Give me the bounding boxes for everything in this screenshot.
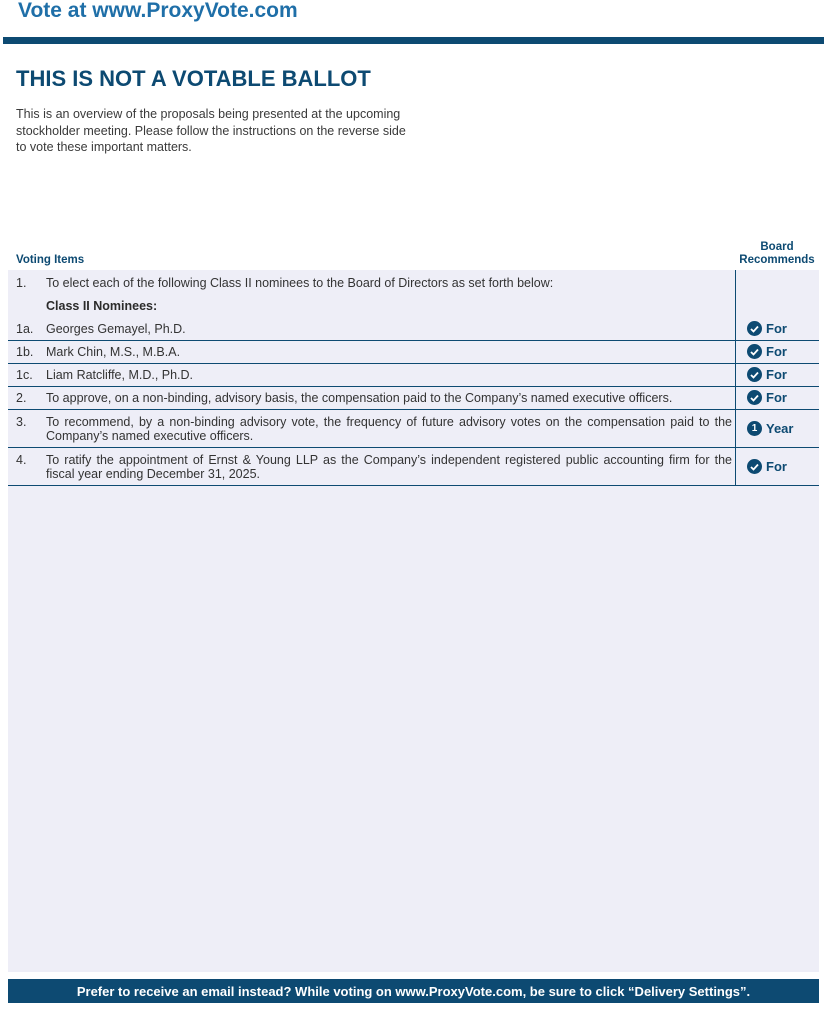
item-text: To approve, on a non-binding, advisory basis, the compensation paid to the Company’s named executive officers. bbox=[46, 391, 673, 405]
recommendation bbox=[747, 367, 787, 382]
item-2-row bbox=[8, 387, 819, 410]
item-1a-row bbox=[8, 319, 819, 341]
ballot-title: THIS IS NOT A VOTABLE BALLOT bbox=[16, 66, 371, 91]
item-number: 2. bbox=[16, 391, 27, 405]
footer-banner: Prefer to receive an email instead? While voting on www.ProxyVote.com, be sure to click “Delivery Settings”. bbox=[8, 979, 819, 1003]
item-text: To ratify the appointment of Ernst & Young LLP as the Company’s independent registered public accounting firm for the fiscal year ending December 31, 2025. bbox=[46, 453, 732, 481]
item-number: 1. bbox=[16, 276, 27, 290]
item-4-row bbox=[8, 448, 819, 486]
recommendation-label: For bbox=[766, 321, 787, 336]
item-3-row bbox=[8, 410, 819, 448]
recommendation bbox=[747, 344, 787, 359]
item-1-row bbox=[8, 270, 819, 319]
board-heading-line2: Recommends bbox=[739, 254, 815, 266]
recommendation bbox=[747, 390, 787, 405]
check-circle-icon bbox=[747, 321, 762, 336]
board-recommends-heading bbox=[736, 241, 818, 267]
item-number: 1c. bbox=[16, 368, 33, 382]
item-number: 1a. bbox=[16, 322, 34, 336]
board-heading-line1: Board bbox=[760, 241, 794, 253]
header-divider bbox=[3, 37, 824, 44]
check-circle-icon bbox=[747, 459, 762, 474]
item-text: Georges Gemayel, Ph.D. bbox=[46, 322, 186, 336]
recommendation-label: For bbox=[766, 459, 787, 474]
item-1b-row bbox=[8, 341, 819, 364]
item-1c-row bbox=[8, 364, 819, 387]
item-text: To recommend, by a non-binding advisory vote, the frequency of future advisory votes on the compensation paid to the Company’s named executive officers. bbox=[46, 415, 732, 443]
recommendation-label: For bbox=[766, 344, 787, 359]
voting-items-heading: Voting Items bbox=[16, 254, 85, 266]
check-circle-icon bbox=[747, 344, 762, 359]
item-text: Liam Ratcliffe, M.D., Ph.D. bbox=[46, 368, 194, 382]
recommendation bbox=[747, 421, 793, 436]
recommendation-column-divider bbox=[735, 270, 736, 486]
nominees-subheading: Class II Nominees: bbox=[46, 299, 158, 313]
number-one-circle-icon: 1 bbox=[747, 421, 762, 436]
recommendation-label: For bbox=[766, 367, 787, 382]
item-number: 1b. bbox=[16, 345, 34, 359]
intro-text: This is an overview of the proposals being presented at the upcoming stockholder meeting. Please follow the instructions on the reverse side to vote these important matters. bbox=[16, 107, 406, 154]
item-number: 4. bbox=[16, 453, 27, 467]
recommendation-label: Year bbox=[766, 421, 794, 436]
item-text: To elect each of the following Class II nominees to the Board of Directors as set forth below: bbox=[46, 276, 554, 290]
header-title: Vote at www.ProxyVote.com bbox=[18, 0, 298, 22]
check-circle-icon bbox=[747, 367, 762, 382]
recommendation bbox=[747, 459, 787, 474]
recommendation bbox=[747, 321, 787, 336]
item-text: Mark Chin, M.S., M.B.A. bbox=[46, 345, 181, 359]
check-circle-icon bbox=[747, 390, 762, 405]
recommendation-label: For bbox=[766, 390, 787, 405]
item-number: 3. bbox=[16, 415, 27, 429]
